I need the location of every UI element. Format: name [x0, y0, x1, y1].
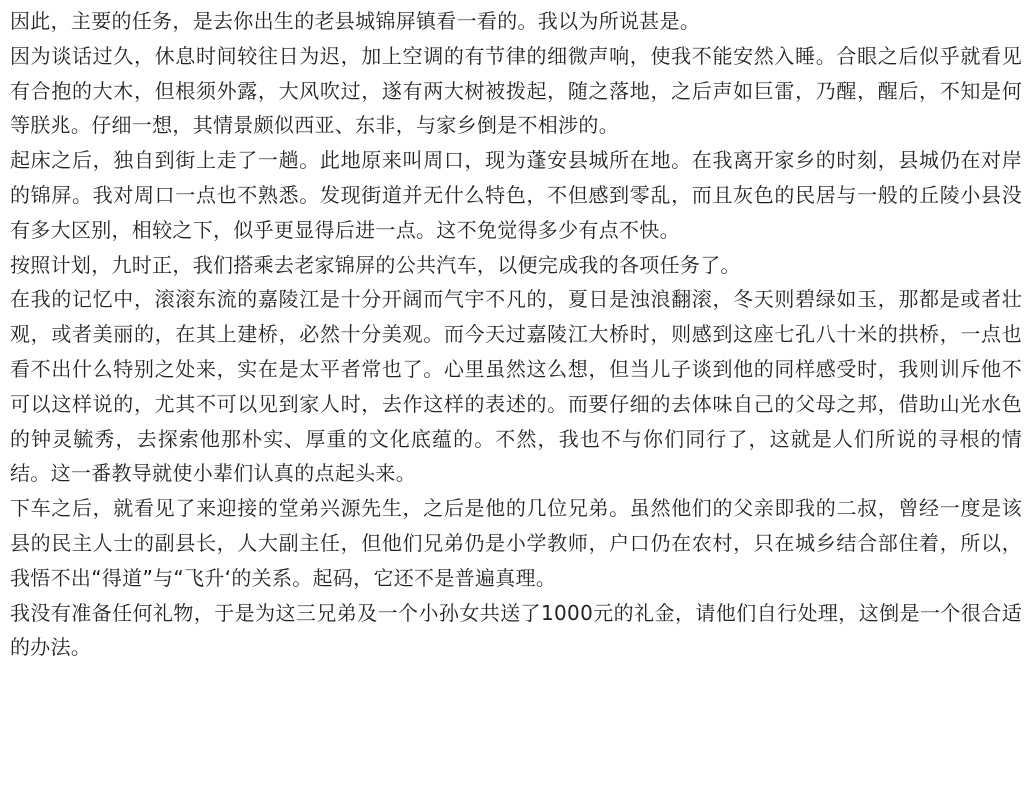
- paragraph: 我没有准备任何礼物，于是为这三兄弟及一个小孙女共送了1000元的礼金，请他们自行处理，这倒是一个很合适的办法。: [10, 600, 1022, 660]
- paragraph: 下车之后，就看见了来迎接的堂弟兴源先生，之后是他的几位兄弟。虽然他们的父亲即我的二叔，曾经一度是该县的民主人士的副县长，人大副主任，但他们兄弟仍是小学教师，户口仍在农村，只在城乡结合部住着，所以，我悟不出“得道”与“飞升‘的关系。起码，它还不是普遍真理。: [10, 496, 1022, 590]
- paragraph: 按照计划，九时正，我们搭乘去老家锦屏的公共汽车，以便完成我的各项任务了。: [10, 252, 741, 277]
- paragraph: 起床之后，独自到街上走了一趟。此地原来叫周口，现为蓬安县城所在地。在我离开家乡的时刻，县城仍在对岸的锦屏。我对周口一点也不熟悉。发现街道并无什么特色，不但感到零乱，而且灰色的民居与一般的丘陵小县没有多大区别，相较之下，似乎更显得后进一点。这不免觉得多少有点不快。: [10, 148, 1022, 242]
- paragraph: 因此，主要的任务，是去你出生的老县城锦屏镇看一看的。我以为所说甚是。: [10, 9, 701, 33]
- paragraph: 因为谈话过久，休息时间较往日为迟，加上空调的有节律的细微声响，使我不能安然入睡。合眼之后似乎就看见有合抱的大木，但根须外露，大风吹过，遂有两大树被拨起，随之落地，之后声如巨雷，乃醒，醒后，不知是何等朕兆。仔细一想，其情景颇似西亚、东非，与家乡倒是不相涉的。: [10, 43, 1022, 138]
- paragraph: 在我的记忆中，滚滚东流的嘉陵江是十分开阔而气宇不凡的，夏日是浊浪翻滚，冬天则碧绿如玉，那都是或者壮观，或者美丽的，在其上建桥，必然十分美观。而今天过嘉陵江大桥时，则感到这座七孔八十米的拱桥，一点也看不出什么特别之处来，实在是太平者常也了。心里虽然这么想，但当儿子谈到他的同样感受时，我则训斥他不可以这样说的，尤其不可以见到家人时，去作这样的表述的。而要仔细的去体味自己的父母之邦，借助山光水色的钟灵毓秀，去探索他那朴实、厚重的文化底蕴的。不然，我也不与你们同行了，这就是人们所说的寻根的情结。这一番教导就使小辈们认真的点起头来。: [10, 287, 1022, 486]
